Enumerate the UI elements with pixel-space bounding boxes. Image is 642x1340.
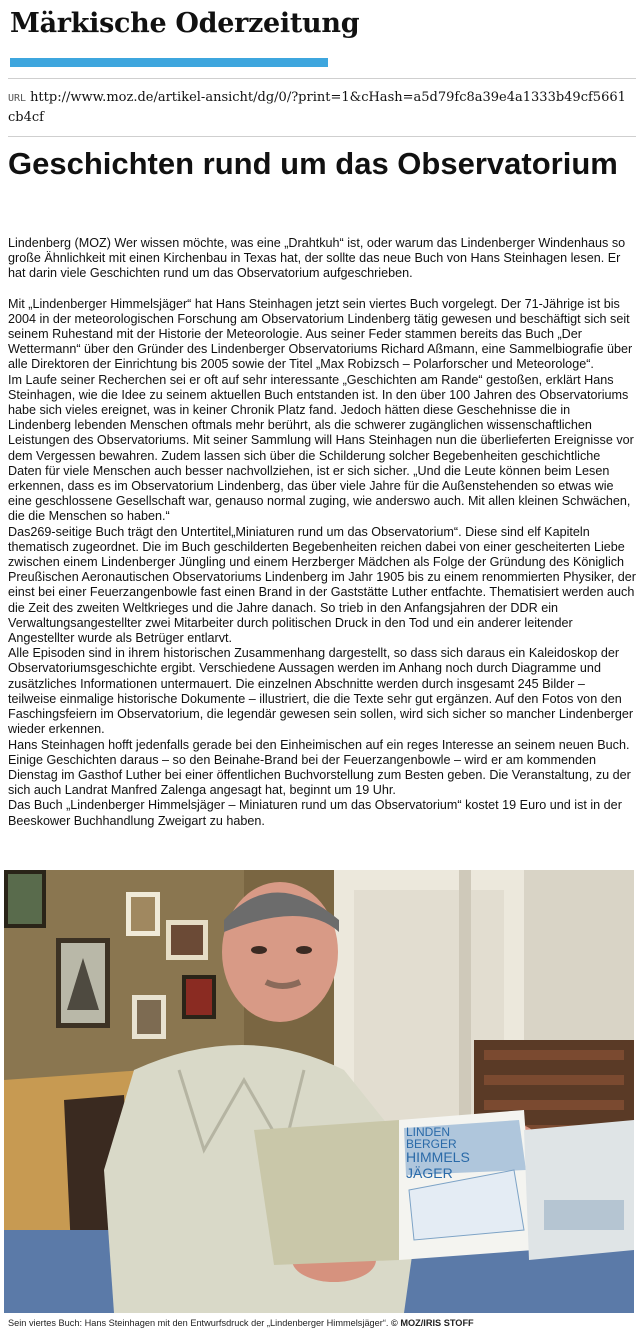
url-label: URL [8,93,27,104]
masthead [10,6,360,66]
book-title-line: HIMMELS [406,1149,470,1165]
article-paragraph: Im Laufe seiner Recherchen sei er oft auf sehr interessante „Geschichten am Rande“ gestoßen, erklärt Hans Steinhagen, wie die Idee zu seinem aktuellen Buch entstanden ist. In den über 100 Jahren des Observatoriums habe sich vieles ereignet, was in keiner Chronik Platz fand. Jedoch hätten diese Geschehnisse die in Lindenberg lebenden Menschen oftmals mehr berührt, als die schwerer zugänglichen wissenschaftlichen Leistungen des Observatoriums. Mit seiner Sammlung will Hans Steinhagen nun die überlieferten Ereignisse vor dem Vergessen bewahren. Zudem lassen sich über die Schilderung solcher Begebenheiten geschichtliche Daten für viele Menschen auch besser nachvollziehen, ist er sich sicher. „Und die Leute können beim Lesen erkennen, dass es im Observatorium Lindenberg, das über viele Jahre für die Außenstehenden so etwas wie eine geschlossene Gesellschaft war, genauso normal zuging, wie anderswo auch. Mit allen kleinen Schwächen, die die Menschen so haben.“ [8,372,634,524]
wall-picture [56,938,110,1028]
photo-credit: © MOZ/IRIS STOFF [391,1318,474,1328]
article-headline: Geschichten rund um das Observatorium [8,146,618,181]
wall-picture [126,892,160,936]
article-paragraph: Mit „Lindenberger Himmelsjäger“ hat Hans Steinhagen jetzt sein viertes Buch vorgelegt. Der 71-Jährige ist bis 2004 in der meteorologischen Forschung am Observatorium Lindenberg tätig gewesen und beschäftigt sich seit seinem Ruhestand mit der Historie der Meteorologie. Aus seiner Feder stammen bereits das Buch „Der Wettermann“ über den Gründer des Lindenberger Observatoriums Richard Aßmann, eine Sammelbiografie über alle Direktoren der Einrichtung bis 2005 sowie der Titel „Max Robizsch – Polarforscher und Meteorologe“. [8,296,633,372]
article-photo [4,870,634,1313]
url-link[interactable]: http://www.moz.de/artikel-ansicht/dg/0/?print=1&cHash=a5d79fc8a39e4a1333b49cf5661cb4cf [8,90,626,125]
article-paragraph: Alle Episoden sind in ihrem historischen Zusammenhang dargestellt, so dass sich daraus ein Kaleidoskop der Observatoriumsgeschichte ergibt. Verschiedene Aussagen werden im Anhang noch durch Diagramme und zusätzliches Informationen untermauert. Die einzelnen Abschnitte werden durch insgesamt 245 Bilder – teilweise einmalige historische Dokumente – illustriert, die die Texte sehr gut ergänzen. Auf den Fotos von den Faschingsfeiern im Observatorium, die legendär gewesen sein sollen, wird sich sicher so mancher Lindenberger wieder erkennen. [8,646,634,737]
article-paragraph: Das Buch „Lindenberger Himmelsjäger – Miniaturen rund um das Observatorium“ kostet 19 Euro und ist in der Beeskower Buchhandlung Zweigart zu haben. [8,798,622,828]
book [254,1110,534,1265]
book-on-table [524,1120,634,1260]
masthead-accent-bar [10,58,328,67]
article-paragraph: Hans Steinhagen hofft jedenfalls gerade bei den Einheimischen auf ein reges Interesse an seinem neuen Buch. Einige Geschichten daraus – so den Beinahe-Brand bei der Feuerzangenbowle – wird er am kommenden Dienstag im Gasthof Luther bei einer öffentlichen Buchvorstellung zum Besten geben. Die Veranstaltung, zu der sich auch Landrat Manfred Zalenga angesagt hat, beginnt um 19 Uhr. [8,737,631,798]
book-title-line: BERGER [406,1137,457,1151]
divider-top [8,78,636,79]
masthead-title: Märkische Oderzeitung [10,8,360,39]
book-title-line: JÄGER [406,1165,453,1181]
caption-text: Sein viertes Buch: Hans Steinhagen mit den Entwurfsdruck der „Lindenberger Himmelsjäger“. [8,1318,389,1328]
article-body [8,236,636,829]
wall-picture [4,870,46,928]
wall-picture [132,995,166,1039]
wall-picture [182,975,216,1019]
article-paragraph: Das269-seitige Buch trägt den Untertitel„Miniaturen rund um das Observatorium“. Diese sind elf Kapiteln thematisch zugeordnet. Die im Buch geschilderten Begebenheiten reichen dabei von einer gescheiterten Liebe zwischen einem Lindenberger Jüngling und einem Herzberger Mädchen als Folge der Gründung des Königlich Preußischen Aeronautischen Observatoriums Lindenberg im Jahr 1905 bis zu einem renommierten Physiker, der einst bei einer Feuerzangenbowle fast einen Brand in der Gaststätte Luther entfachte. Thematisiert werden auch die Zeit des zweiten Weltkrieges und die Jahre danach. So trieb in den Anfangsjahren der DDR ein Verwaltungsangestellter zwei Mitarbeiter durch politischen Druck in den Tod und ein anderer leitender Angestellter wurde als Betrüger entlarvt. [8,524,636,646]
book-title-line: LINDEN [406,1125,451,1139]
photo-caption [8,1317,634,1329]
article-lead: Lindenberg (MOZ) Wer wissen möchte, was eine „Drahtkuh“ ist, oder warum das Lindenberger Windenhaus so große Ähnlichkeit mit einen Kirchenbau in Texas hat, der sollte das neue Buch von Hans Steinhagen lesen. Er hat darin viele Geschichten rund um das Observatorium aufgeschrieben. [8,236,626,281]
photo-scene [4,870,634,1313]
wall-picture [166,920,208,960]
source-url [8,88,628,127]
divider-url [8,136,636,137]
